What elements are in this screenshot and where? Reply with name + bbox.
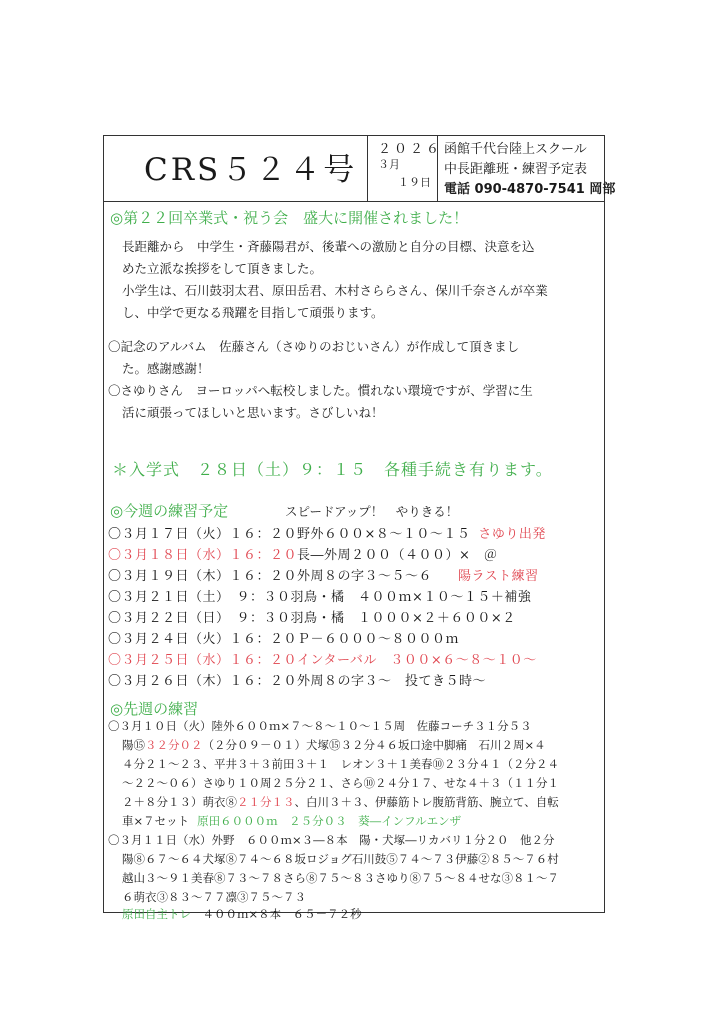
graduation-line: 小学生は、石川鼓羽太君、原田岳君、木村さららさん、保川千奈さんが卒業 xyxy=(122,283,548,298)
entrance-notice: ＊入学式 ２８日（土）９：１５ 各種手続き有ります。 xyxy=(112,460,553,479)
date-day: １９日 xyxy=(398,176,431,189)
this-week-slogan: スピードアップ！ やりきる！ xyxy=(285,504,459,519)
date-month: ３月 xyxy=(378,158,400,171)
last-week-line: 車×７セット 原田６０００ｍ ２５分０３ 葵―インフルエンザ xyxy=(122,814,462,828)
schedule-item: 〇３月１８日（水）１６：２０長―外周２００（４００）× ＠ xyxy=(108,548,498,563)
last-week-line: 陽⑮３２分０２（２分０９－０１）犬塚⑮３２分４６坂口途中脚痛 石川２周×４ xyxy=(122,738,546,752)
org-phone: 電話 090-4870-7541 岡部 xyxy=(444,182,616,197)
schedule-item: 〇３月２１日（土） ９：３０羽鳥・橘 ４００ｍ×１０～１５＋補強 xyxy=(108,590,532,605)
last-week-line: 〇３月１１日（水）外野 ６００ｍ×３―８本 陽・犬塚―リカバリ１分２０ 他２分 xyxy=(108,833,555,847)
graduation-line: めた立派な挨拶をして頂きました。 xyxy=(122,261,323,276)
org-group: 中長距離班・練習予定表 xyxy=(444,162,588,177)
org-name: 函館千代台陸上スクール xyxy=(444,142,587,157)
graduation-line: し、中学で更なる飛躍を目指して頑張ります。 xyxy=(122,305,384,320)
last-week-line: ～２２～０６）さゆり１０周２５分２１、さら⑩２４分１７、せな４＋３（１１分１ xyxy=(122,776,559,790)
schedule-item: 〇３月２４日（火）１６：２０Ｐ－６０００～８０００ｍ xyxy=(108,632,460,647)
graduation-line: 長距離から 中学生・斉藤陽君が、後輩への激励と自分の目標、決意を込 xyxy=(122,239,535,254)
last-week-heading: ◎先週の練習 xyxy=(110,700,199,718)
org-cell xyxy=(438,136,616,201)
last-week-line: ２＋８分１３）萌衣⑧２１分１３、白川３＋３、伊藤筋トレ腹筋背筋、腕立て、自転 xyxy=(122,795,559,809)
schedule-note: さゆり出発 xyxy=(478,527,546,542)
graduation-heading: ◎第２２回卒業式・祝う会 盛大に開催されました！ xyxy=(110,209,469,227)
album-note: た。感謝感謝！ xyxy=(122,361,210,376)
date-cell xyxy=(368,136,443,201)
last-week-line: ６萌衣③８３～７７凛③７５～７３ xyxy=(122,890,306,904)
last-week-line: 越山３～９１美春⑧７３～７８さら⑧７５～８３さゆり⑧７５～８４せな③８１～７ xyxy=(122,871,559,885)
date-year: ２０２６ xyxy=(378,142,443,157)
schedule-item: 〇３月１７日（火）１６：２０野外６００×８～１０～１５ さゆり出発 xyxy=(108,527,546,542)
title-cell xyxy=(104,136,368,201)
schedule-item: 〇３月２５日（水）１６：２０インターバル ３００×６～８～１０～ xyxy=(108,653,537,668)
header-table xyxy=(104,136,616,202)
this-week-heading: ◎今週の練習予定 xyxy=(110,502,229,520)
sayuri-note: 〇さゆりさん ヨーロッパへ転校しました。慣れない環境ですが、学習に生 xyxy=(108,383,533,398)
sayuri-note: 活に頑張ってほしいと思います。さびしいね！ xyxy=(122,405,384,420)
last-week-line: ４分２１～２３、平井３＋３前田３＋１ レオン３＋１美春⑩２３分４１（２分２４ xyxy=(122,757,559,771)
schedule-item: 〇３月１９日（木）１６：２０外周８の字３～５～６ 陽ラスト練習 xyxy=(108,569,539,584)
schedule-note: 陽ラスト練習 xyxy=(458,569,539,584)
newsletter-title: CRS５２４号 xyxy=(144,152,358,188)
last-week-line: 原田自主トレ ４００ｍ×８本 ６５－７２秒 xyxy=(122,907,362,921)
last-week-line: 〇３月１０日（火）陸外６００ｍ×７～８～１０～１５周 佐藤コーチ３１分５３ xyxy=(108,719,532,733)
last-week-line: 陽⑧６７～６４犬塚⑧７４～６８坂ロジョグ石川鼓⑤７４～７３伊藤②８５～７６村 xyxy=(122,852,559,866)
schedule-item: 〇３月２６日（木）１６：２０外周８の字３～ 投てき５時～ xyxy=(108,674,487,689)
album-note: 〇記念のアルバム 佐藤さん（さゆりのおじいさん）が作成して頂きまし xyxy=(108,339,520,354)
schedule-item: 〇３月２２日（日） ９：３０羽鳥・橘 １０００×２＋６００×２ xyxy=(108,611,516,626)
